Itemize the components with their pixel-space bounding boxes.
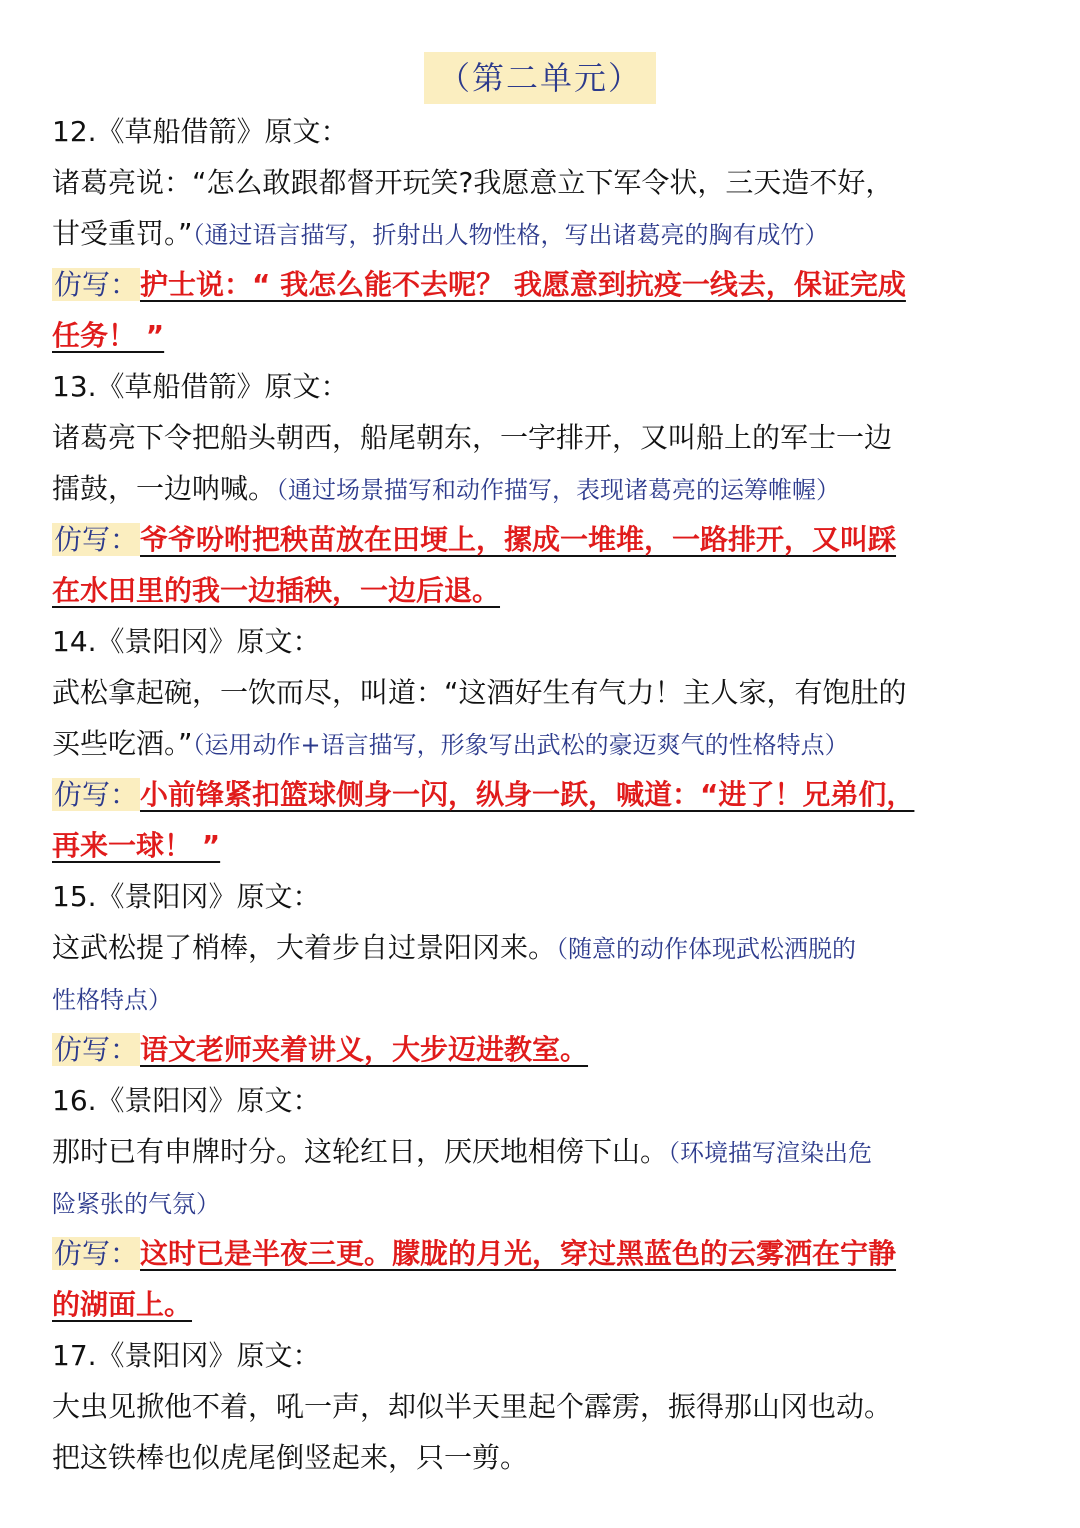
item-12-original-line-2 [52,212,1042,257]
item-16-original-line-1 [52,1130,1042,1175]
item-12-imitation-line-1 [52,263,1042,307]
item-14-imitation-line-1 [52,773,1042,817]
item-15-imitation-label: 仿写： [54,1033,139,1066]
item-13-annotation: （通过场景描写和动作描写，表现诸葛亮的运筹帷幄） [276,476,841,504]
item-12-imitation-text-1: 护士说：“ 我怎么能不去呢？ 我愿意到抗疫一线去，保证完成 [140,268,906,301]
item-12-annotation: （通过语言描写，折射出人物性格，写出诸葛亮的胸有成竹） [192,221,829,249]
item-16-original-text: 那时已有申牌时分。这轮红日，厌厌地相傍下山。 [52,1135,669,1168]
item-12-original-line-1: 诸葛亮说：“怎么敢跟都督开玩笑?我愿意立下军令状，三天造不好， [52,166,894,199]
item-15-annotation-1: （随意的动作体现武松洒脱的 [556,935,857,963]
item-15-original-line-1 [52,926,1042,971]
item-13-original-text: 擂鼓，一边呐喊。 [52,472,277,505]
unit-title: （第二单元） [424,52,656,104]
item-15-original-line-2 [52,977,1042,1022]
item-14-original-line-1: 武松拿起碗，一饮而尽，叫道：“这酒好生有气力！主人家，有饱肚的 [52,676,907,709]
item-17-heading: 17.《景阳冈》原文： [52,1339,321,1372]
item-14-original-line-2 [52,722,1042,767]
item-13-imitation-line-1 [52,518,1042,562]
item-14-imitation-text-1: 小前锋紧扣篮球侧身一闪，纵身一跃，喊道：“进了！兄弟们， [140,778,915,811]
item-15-heading: 15.《景阳冈》原文： [52,880,321,913]
item-17-original-line-1: 大虫见掀他不着，吼一声，却似半天里起个霹雳，振得那山冈也动。 [52,1390,893,1423]
item-13-heading: 13.《草船借箭》原文： [52,370,349,403]
item-12-heading: 12.《草船借箭》原文： [52,115,349,148]
item-16-annotation-1: （环境描写渲染出危 [668,1139,873,1167]
item-14-original-text: 买些吃酒。” [52,727,193,760]
item-16-imitation-text-1: 这时已是半夜三更。朦胧的月光，穿过黑蓝色的云雾洒在宁静 [140,1237,897,1270]
item-14-imitation-text-2: 再来一球！ ” [52,829,221,862]
item-12-imitation-line-2 [52,314,1042,358]
title-bar [0,52,1080,104]
item-16-imitation-text-2: 的湖面上。 [52,1288,193,1321]
item-16-annotation-2: 险紧张的气氛） [52,1190,220,1218]
item-15-original-text: 这武松提了梢棒，大着步自过景阳冈来。 [52,931,557,964]
item-13-imitation-line-2 [52,569,1042,613]
item-13-imitation-label: 仿写： [54,523,139,556]
item-13-imitation-text-2: 在水田里的我一边插秧，一边后退。 [52,574,501,607]
item-13-imitation-text-1: 爷爷吩咐把秧苗放在田埂上，摞成一堆堆，一路排开，又叫踩 [140,523,897,556]
item-16-imitation-line-1 [52,1232,1042,1276]
item-14-imitation-label: 仿写： [54,778,139,811]
item-16-original-line-2 [52,1181,1042,1226]
item-12-imitation-label: 仿写： [54,268,139,301]
item-16-heading: 16.《景阳冈》原文： [52,1084,321,1117]
item-13-original-line-2 [52,467,1042,512]
item-13-original-line-1: 诸葛亮下令把船头朝西，船尾朝东，一字排开，又叫船上的军士一边 [52,421,893,454]
item-12-original-text: 甘受重罚。” [52,217,193,250]
item-14-heading: 14.《景阳冈》原文： [52,625,321,658]
item-17-original-line-2: 把这铁棒也似虎尾倒竖起来，只一剪。 [52,1441,529,1474]
item-12-imitation-text-2: 任务！ ” [52,319,165,352]
item-16-imitation-label: 仿写： [54,1237,139,1270]
item-15-imitation-text-1: 语文老师夹着讲义，大步迈进教室。 [140,1033,589,1066]
item-16-imitation-line-2 [52,1283,1042,1327]
item-14-imitation-line-2 [52,824,1042,868]
item-14-annotation: （运用动作+语言描写，形象写出武松的豪迈爽气的性格特点） [192,731,849,759]
item-15-annotation-2: 性格特点） [52,986,172,1014]
item-15-imitation-line-1 [52,1028,1042,1072]
